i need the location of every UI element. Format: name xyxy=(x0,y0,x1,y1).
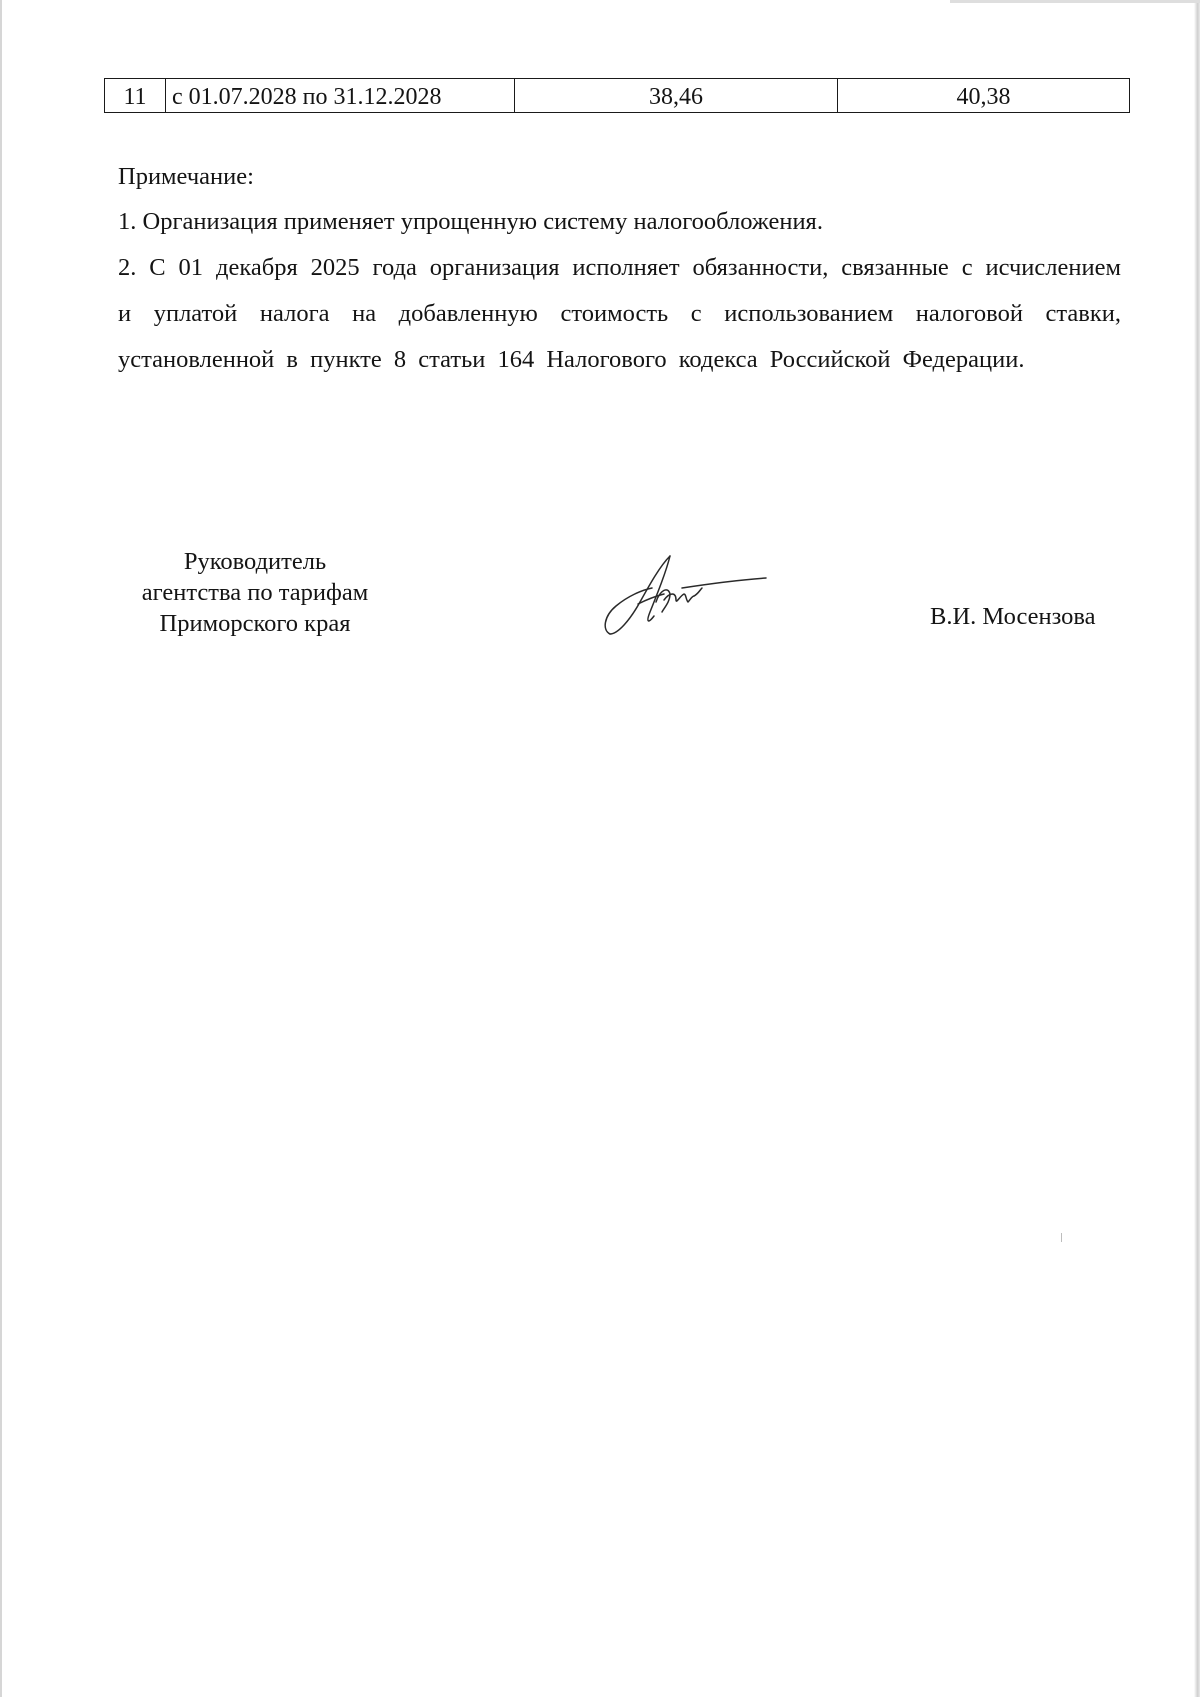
scan-edge-top xyxy=(950,0,1200,3)
signatory-position-line-2: агентства по тарифам xyxy=(141,579,369,606)
scan-edge-right xyxy=(1194,0,1200,1697)
table-row xyxy=(105,79,1130,113)
signatory-name: В.И. Мосензова xyxy=(930,603,1096,630)
note-item-1: 1. Организация применяет упрощенную систему налогообложения. xyxy=(118,208,823,235)
row-number-cell: 11 xyxy=(105,79,166,113)
signatory-position-line-1: Руководитель xyxy=(183,548,327,575)
signatory-position-line-3: Приморского края xyxy=(159,610,351,637)
tariff-value-1-cell: 38,46 xyxy=(515,79,838,113)
period-cell: с 01.07.2028 по 31.12.2028 xyxy=(166,79,515,113)
note-item-2: 2. С 01 декабря 2025 года организация исполняет обязанности, связанные с исчислением и уплатой налога на добавленную стоимость с использованием налоговой ставки, установленной в пункте 8 статьи 164 Налогового кодекса Российской Федерации. xyxy=(118,254,1121,373)
handwritten-signature xyxy=(598,550,773,640)
scan-edge-left xyxy=(0,0,2,1697)
notes-section xyxy=(118,155,1121,383)
signatory-position xyxy=(100,546,410,639)
tariff-value-2-cell: 40,38 xyxy=(838,79,1130,113)
scan-speck xyxy=(1061,1233,1062,1242)
notes-heading: Примечание: xyxy=(118,163,254,190)
tariff-table xyxy=(104,78,1130,113)
